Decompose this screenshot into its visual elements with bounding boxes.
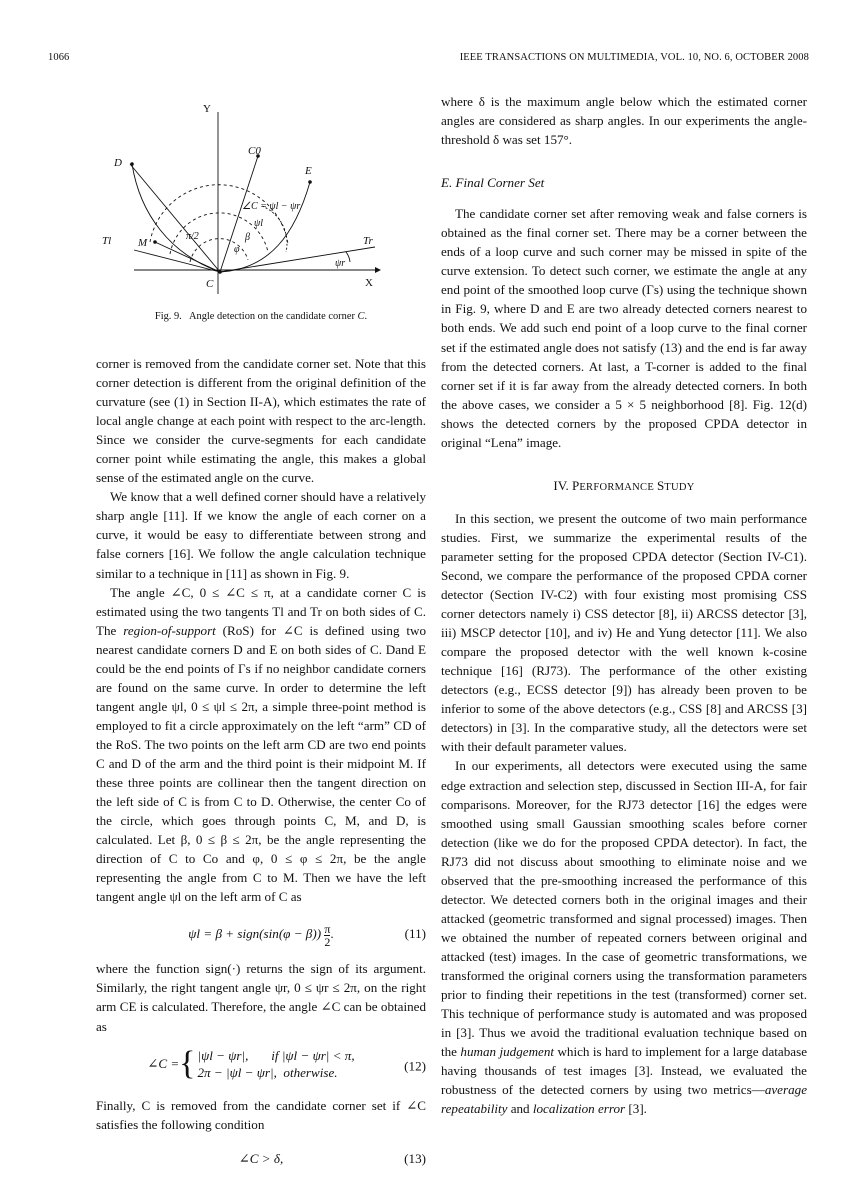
- label-y: Y: [203, 103, 211, 115]
- paragraph: In this section, we present the outcome of two main performance studies. First, we summarize the experimental results of the parameter setting for the proposed CPDA detector (Section IV-C1). Second, we compare the performance of the proposed CPDA corner detector (Section IV-C2) with four existing most promising CSS corner detectors namely i) CSS detector [8], ii) ARCSS detector [3], iii) MSCP detector [10], and iv) He and Yung detector [11]. We also compare the proposed detector with the well known k-cosine technique [16] (RJ73). The performance of the other existing detectors (e.g., ECSS detector [9]) has already been proven to be inferior to some of the above detectors (e.g., CSS [8] and ARCSS [3] detectors) in [3]. In the comparative study, all the detectors were set with their default parameter values.: [441, 510, 807, 755]
- right-arm-curve: [220, 182, 310, 272]
- caption-text: Angle detection on the candidate corner: [189, 311, 355, 322]
- figure-caption: [96, 310, 426, 324]
- equation-number: (12): [404, 1058, 426, 1074]
- equation-12: ∠C = { |ψl − ψr|, if |ψl − ψr| < π, 2π − |ψl − ψr|, otherwise. (12): [147, 1044, 426, 1082]
- paragraph: where the function sign(·) returns the sign of its argument. Similarly, the right tangent angle ψr, 0 ≤ ψr ≤ 2π, on the right arm CE is calculated. Therefore, the angle ∠C can be obtained as: [96, 961, 426, 1034]
- tangent-tl: [134, 250, 220, 272]
- equation-lhs: ∠C =: [147, 1056, 180, 1072]
- paragraph: In our experiments, all detectors were executed using the same edge extraction and selection step, discussed in Section III-A, for fair comparisons. Moreover, for the RJ73 detector [16] the edges were smoothed using small Gaussian smoothing scales before corner detection (like we do for the proposed CPDA detector). In fact, the RJ73 did not discuss about smoothing to eliminate noise and we observed that the pre-smoothing increased the performance of this detector. We detected corners both in the original images and their attacked (geometric transformed and signal processed) images. Then we obtained the number of repeated corners between original and attacked (test) images. In the case of geometric transformations, we transformed the original corners using the transformation parameters prior to finding their repetitions in the test (transformed) corner set. This technique of performance study is automated and was proposed in [3]. Thus we avoid the traditional evaluation technique based on the human judgement which is hard to implement for a large database having thousands of test images [3]. Instead, we evaluated the robustness of the detected corners by using two metrics—average repeatability and localization error [3].: [441, 758, 807, 1117]
- paragraph: The angle ∠C, 0 ≤ ∠C ≤ π, at a candidate corner C is estimated using the two tangents Tl and Tr on both sides of C. The region-of-support (RoS) for ∠C is defined using two nearest candidate corners D and E on both sides of C. Dand E could be the end points of Γs if no neighbor candidate corners are found on the same curve. In order to determine the left tangent angle ψl, 0 ≤ ψl ≤ 2π, a simple three-point method is employed to fit a circle approximately on the left “arm” CD of the RoS. The two points on the left arm CD are two end points C and D of the arm and the third point is their midpoint M. If these three points are collinear then the tangent direction on the left side of C is from C to D. Otherwise, the center Co of the circle, which goes through points C, M, and D, is calculated. Let β, 0 ≤ β ≤ 2π, be the angle representing the direction of C to Co and φ, 0 ≤ φ ≤ 2π, be the angle representing the angle from C to M. Then we have the left tangent angle ψl on the left arm of C as: [96, 584, 426, 905]
- angle-detection-diagram: [102, 94, 410, 304]
- label-c: C: [206, 278, 214, 290]
- running-header: IEEE TRANSACTIONS ON MULTIMEDIA, VOL. 10, NO. 6, OCTOBER 2008: [459, 52, 809, 63]
- equation-number: (11): [404, 926, 426, 942]
- label-pi-2: π/2: [186, 231, 199, 242]
- right-column: [441, 92, 807, 1118]
- left-column: [96, 92, 426, 1177]
- label-tl: Tl: [102, 235, 112, 247]
- label-e: E: [305, 165, 312, 177]
- line-c-d: [130, 164, 220, 272]
- figure-9: [96, 92, 426, 304]
- equation-number: (13): [404, 1150, 426, 1166]
- label-x: X: [365, 277, 373, 289]
- line-c-m: [155, 242, 220, 272]
- label-c0: C0: [248, 145, 261, 157]
- label-m: M: [138, 237, 148, 249]
- section-heading-iv: IV. PERFORMANCE STUDY: [553, 477, 695, 493]
- label-tr: Tr: [363, 235, 373, 247]
- section-heading-e: E. Final Corner Set: [441, 175, 545, 191]
- label-d: D: [114, 157, 122, 169]
- paragraph: The candidate corner set after removing weak and false corners is obtained as the final corner set. There may be a corner between the ends of a loop curve and such corner may be missed in spite of the curve extension. To detect such corner, we estimate the angle at any end point of the smoothed loop curve (Γs) using the technique shown in Fig. 9, where D and E are two already detected corners nearest to both ends. We add such end point of a loop curve to the final corner set if the estimated angle does not satisfy (13) and the end is far away from the detected corners. At last, a T-corner is added to the final corner set if it is far away from the already detected corners. In both the above cases, we consider a 5 × 5 neighborhood [8]. Fig. 12(d) shows the detected corners by the proposed CPDA detector in original “Lena” image.: [441, 206, 807, 450]
- paragraph: We know that a well defined corner should have a relatively sharp angle [11]. If we know the angle of each corner on a curve, it would be easy to differentiate between strong and false corners [16]. We follow the angle calculation technique similar to a technique in [11] as shown in Fig. 9.: [96, 489, 426, 581]
- label-angle-equation: ∠C = ψl − ψr: [242, 201, 301, 212]
- caption-prefix: Fig. 9.: [154, 311, 182, 322]
- caption-variable: C: [357, 311, 365, 322]
- equation-expression: ∠C > δ,: [238, 1150, 284, 1166]
- equation-11: ψl = β + sign(sin(φ − β)) $\frac{\pi}{2}$ . (11): [96, 916, 426, 952]
- equation-13: [96, 1148, 426, 1170]
- fraction: $\frac{\pi}{2}$: [324, 921, 331, 949]
- paragraph: corner is removed from the candidate corner set. Note that this corner detection is different from the original definition of the curvature (see (1) in Section II-A), which estimates the rate of local angle change at each point with respect to the arc-length. Since we consider the curve-segments for each candidate corner point while estimating the angle, this makes a global sense of the estimated angle on the curve.: [96, 356, 426, 486]
- label-psi-r: ψr: [335, 258, 346, 269]
- equation-cases: |ψl − ψr|, if |ψl − ψr| < π, 2π − |ψl − ψr|, otherwise.: [197, 1047, 355, 1080]
- label-phi: φ: [234, 244, 240, 255]
- circle-arc-dashed: [150, 185, 288, 244]
- label-beta: β: [245, 232, 250, 243]
- page-number: 1066: [48, 52, 70, 63]
- equation-expression: ψl = β + sign(sin(φ − β)): [188, 926, 322, 942]
- caption-end: .: [364, 311, 368, 322]
- label-psi-l: ψl: [254, 218, 263, 229]
- paragraph: where δ is the maximum angle below which the estimated corner angles are considered as sharp angles. In our experiments the angle-threshold δ was set 157°.: [441, 94, 807, 148]
- paragraph: Finally, C is removed from the candidate corner set if ∠C satisfies the following condition: [96, 1097, 426, 1132]
